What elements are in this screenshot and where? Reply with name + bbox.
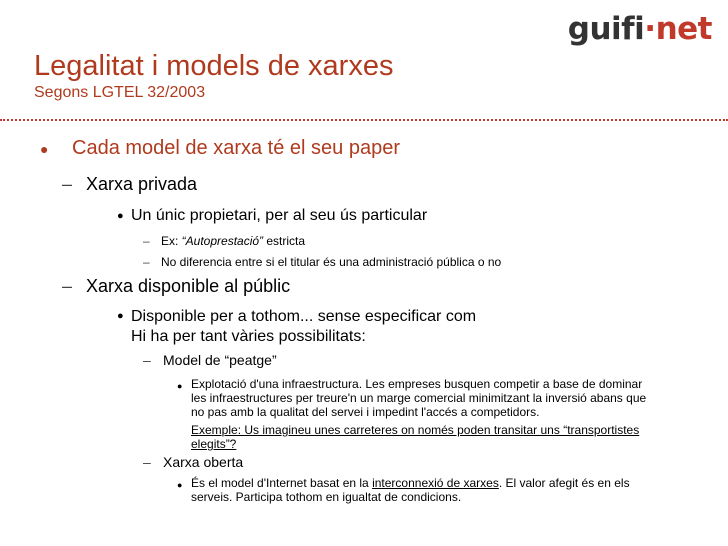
bullet-l1 xyxy=(40,137,400,160)
bullet-explotacio xyxy=(177,377,646,451)
xarxa-disponible-heading: Xarxa disponible al públic xyxy=(86,276,291,296)
guifi-net-logo xyxy=(567,11,712,47)
oberta-line2: serveis. Participa tothom en igualtat de condicions. xyxy=(191,490,462,504)
bullet-no-diferencia xyxy=(143,255,501,269)
model-internet-text xyxy=(191,476,630,504)
title-divider xyxy=(0,119,728,121)
bullet-xarxa-disponible xyxy=(62,276,290,297)
bullet-dash-icon: – xyxy=(62,276,73,296)
bullet-dash-icon: – xyxy=(143,352,151,368)
bullet-dot-icon: ● xyxy=(117,310,124,322)
bullet-model-peatge xyxy=(143,352,277,368)
bullet-dash-icon: – xyxy=(143,255,150,269)
unic-propietari-text: Un únic propietari, per al seu ús particular xyxy=(131,207,428,224)
logo-guifi: guifi xyxy=(567,11,645,47)
bullet-dash-icon: – xyxy=(143,454,151,470)
exemple-link[interactable] xyxy=(191,423,639,451)
bullet-disponible-tothom xyxy=(117,307,476,347)
bullet-dot-icon: ● xyxy=(177,381,183,391)
exemple-link-line2[interactable]: elegits”? xyxy=(191,437,237,451)
bullet-autoprestacio xyxy=(143,234,305,248)
slide-subtitle: Segons LGTEL 32/2003 xyxy=(34,84,206,101)
l1-text: Cada model de xarxa té el seu paper xyxy=(72,137,400,159)
bullet-dot-icon: ● xyxy=(40,141,49,157)
bullet-dash-icon: – xyxy=(143,234,150,248)
slide-title: Legalitat i models de xarxes xyxy=(34,50,394,82)
autoprestacio-text xyxy=(161,234,305,248)
xarxa-privada-heading: Xarxa privada xyxy=(86,174,198,194)
bullet-dash-icon: – xyxy=(62,174,73,194)
oberta-pre: És el model d'Internet basat en la xyxy=(191,476,373,490)
logo-dot: · xyxy=(644,11,656,47)
logo-net: net xyxy=(655,11,712,47)
no-diferencia-text: No diferencia entre si el titular és una administració pública o no xyxy=(161,255,502,269)
ex-suffix: estricta xyxy=(263,234,306,248)
oberta-post: . El valor afegit és en els xyxy=(498,476,630,490)
xarxa-oberta-heading: Xarxa oberta xyxy=(163,454,244,470)
bullet-unic-propietari xyxy=(117,207,427,225)
disponible-line2: Hi ha per tant vàries possibilitats: xyxy=(131,328,366,345)
exemple-link-line1[interactable]: Exemple: Us imagineu unes carreteres on només poden transitar uns “transportistes xyxy=(191,423,640,437)
model-peatge-heading: Model de “peatge” xyxy=(163,352,277,368)
bullet-dot-icon: ● xyxy=(117,210,124,222)
disponible-tothom-text xyxy=(131,307,476,347)
bullet-dot-icon: ● xyxy=(177,480,183,490)
bullet-xarxa-oberta xyxy=(143,454,243,470)
bullet-xarxa-privada xyxy=(62,174,197,195)
bullet-model-internet xyxy=(177,476,630,504)
explotacio-line3: no pas amb la qualitat del servei i impedint l'accés a competidors. xyxy=(191,405,540,419)
interconnexio-link[interactable]: interconnexió de xarxes xyxy=(372,476,499,490)
disponible-line1: Disponible per a tothom... sense especificar com xyxy=(131,308,477,325)
ex-prefix: Ex: xyxy=(161,234,182,248)
explotacio-line1: Explotació d'una infraestructura. Les empreses busquen competir a base de dominar xyxy=(191,377,643,391)
explotacio-text xyxy=(191,377,646,451)
explotacio-line2: les infraestructures per treure'n un marge comercial minimitzant la inversió abans que xyxy=(191,391,647,405)
ex-italic: “Autoprestació” xyxy=(181,234,264,248)
